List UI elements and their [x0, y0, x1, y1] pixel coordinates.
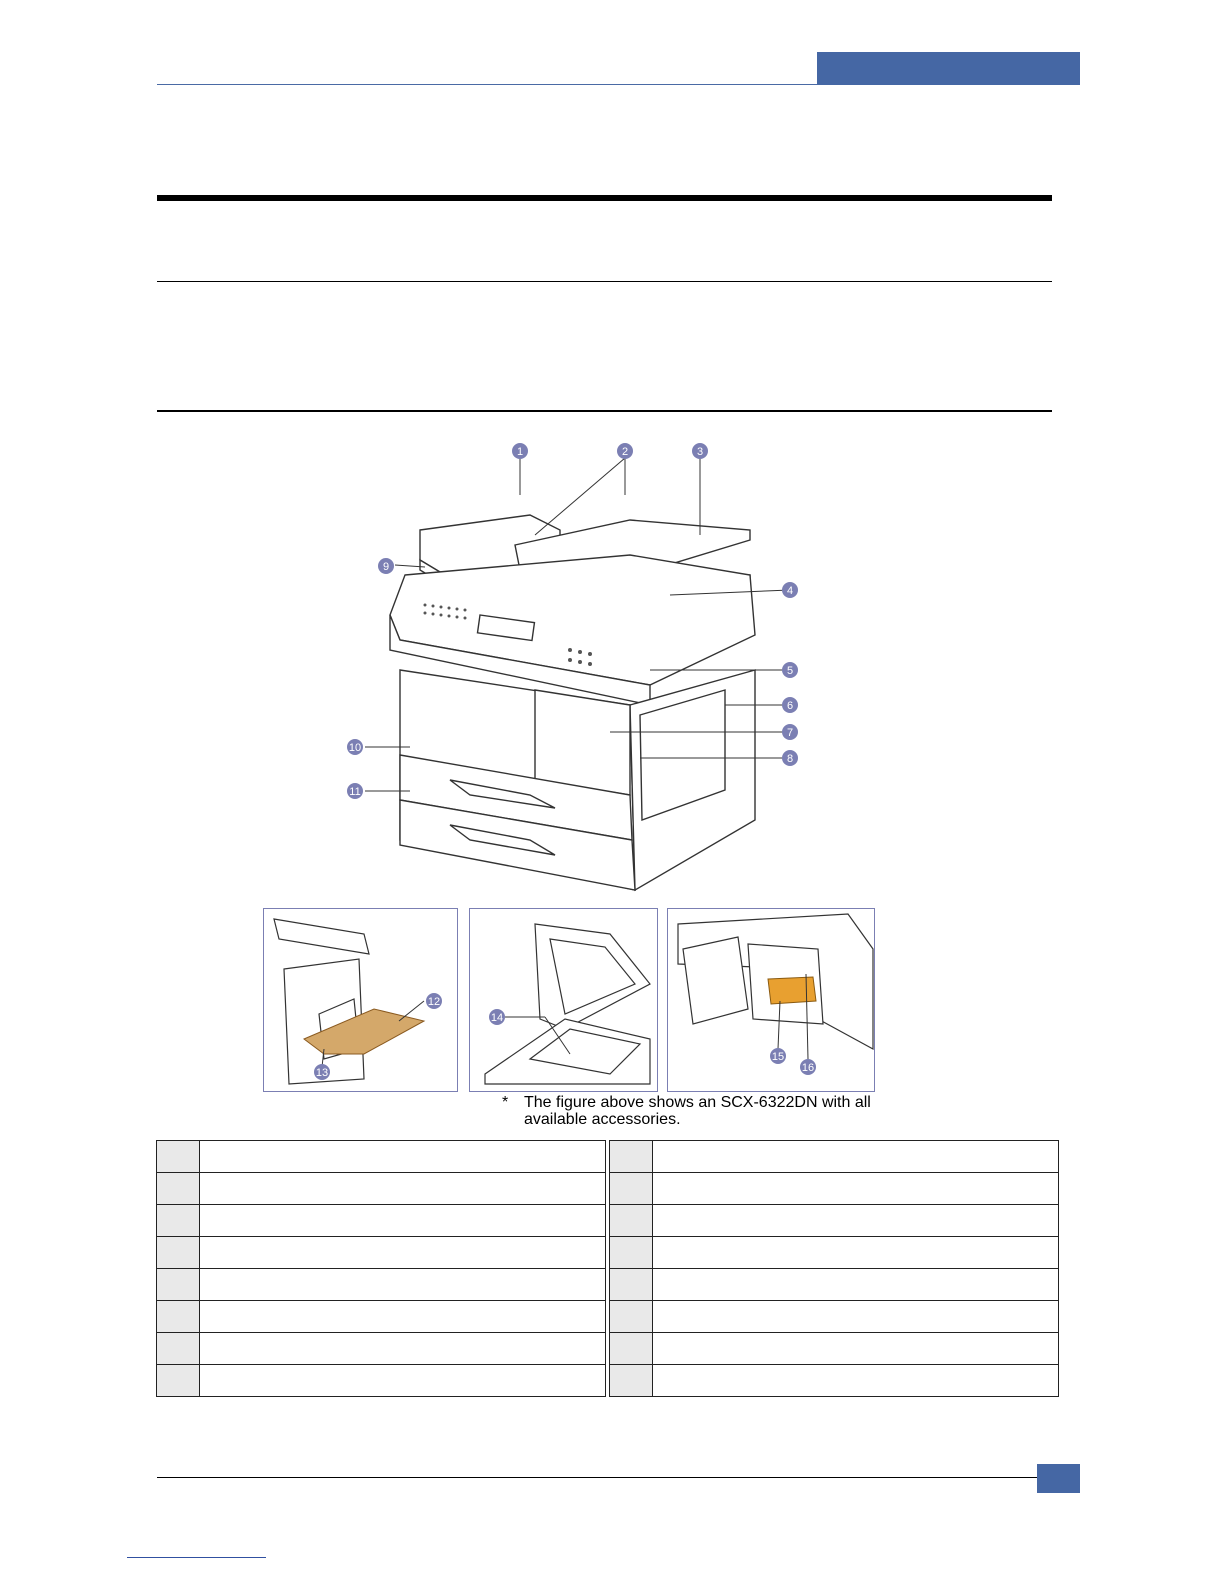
table-row: [610, 1173, 1059, 1205]
table-row: [610, 1205, 1059, 1237]
callout-3: 3: [696, 446, 704, 458]
table-row: [610, 1333, 1059, 1365]
table-row: [157, 1269, 606, 1301]
table-row: [610, 1301, 1059, 1333]
table-row: [157, 1141, 606, 1173]
table-row: [157, 1301, 606, 1333]
inset-scanner-glass: [469, 908, 658, 1092]
printer-front-illustration: [330, 435, 830, 900]
table-row: [610, 1141, 1059, 1173]
footer-link-underline[interactable]: [127, 1557, 266, 1558]
callout-6: 6: [786, 700, 794, 712]
table-row: [157, 1173, 606, 1205]
table-row: [157, 1365, 606, 1397]
table-row: [157, 1205, 606, 1237]
callout-10: 10: [348, 742, 362, 754]
callout-2: 2: [621, 446, 629, 458]
parts-table-right: [609, 1140, 1059, 1397]
table-row: [610, 1237, 1059, 1269]
callout-7: 7: [786, 727, 794, 739]
note-text: The figure above shows an SCX-6322DN with all available accessories.: [524, 1094, 871, 1128]
callout-1: 1: [516, 446, 524, 458]
header-tab: [817, 52, 1080, 85]
section-rule-1: [157, 281, 1052, 282]
callout-16: 16: [801, 1062, 815, 1074]
note-asterisk: *: [502, 1094, 509, 1111]
header-rule: [157, 84, 817, 85]
section-rule-2: [157, 410, 1052, 412]
page-number-tab: [1037, 1464, 1080, 1493]
callout-12: 12: [427, 996, 441, 1008]
table-row: [610, 1365, 1059, 1397]
callout-4: 4: [786, 585, 794, 597]
parts-table-left: [156, 1140, 606, 1397]
callout-8: 8: [786, 753, 794, 765]
callout-9: 9: [382, 561, 390, 573]
table-row: [157, 1333, 606, 1365]
footer-rule: [157, 1477, 1037, 1478]
callout-14: 14: [490, 1012, 504, 1024]
table-row: [610, 1269, 1059, 1301]
chapter-title-rule: [157, 195, 1052, 201]
callout-5: 5: [786, 665, 794, 677]
inset-manual-tray: [263, 908, 458, 1092]
callout-15: 15: [771, 1051, 785, 1063]
callout-11: 11: [349, 786, 361, 798]
table-row: [157, 1237, 606, 1269]
callout-13: 13: [315, 1067, 329, 1079]
inset-toner-cartridge: [667, 908, 875, 1092]
